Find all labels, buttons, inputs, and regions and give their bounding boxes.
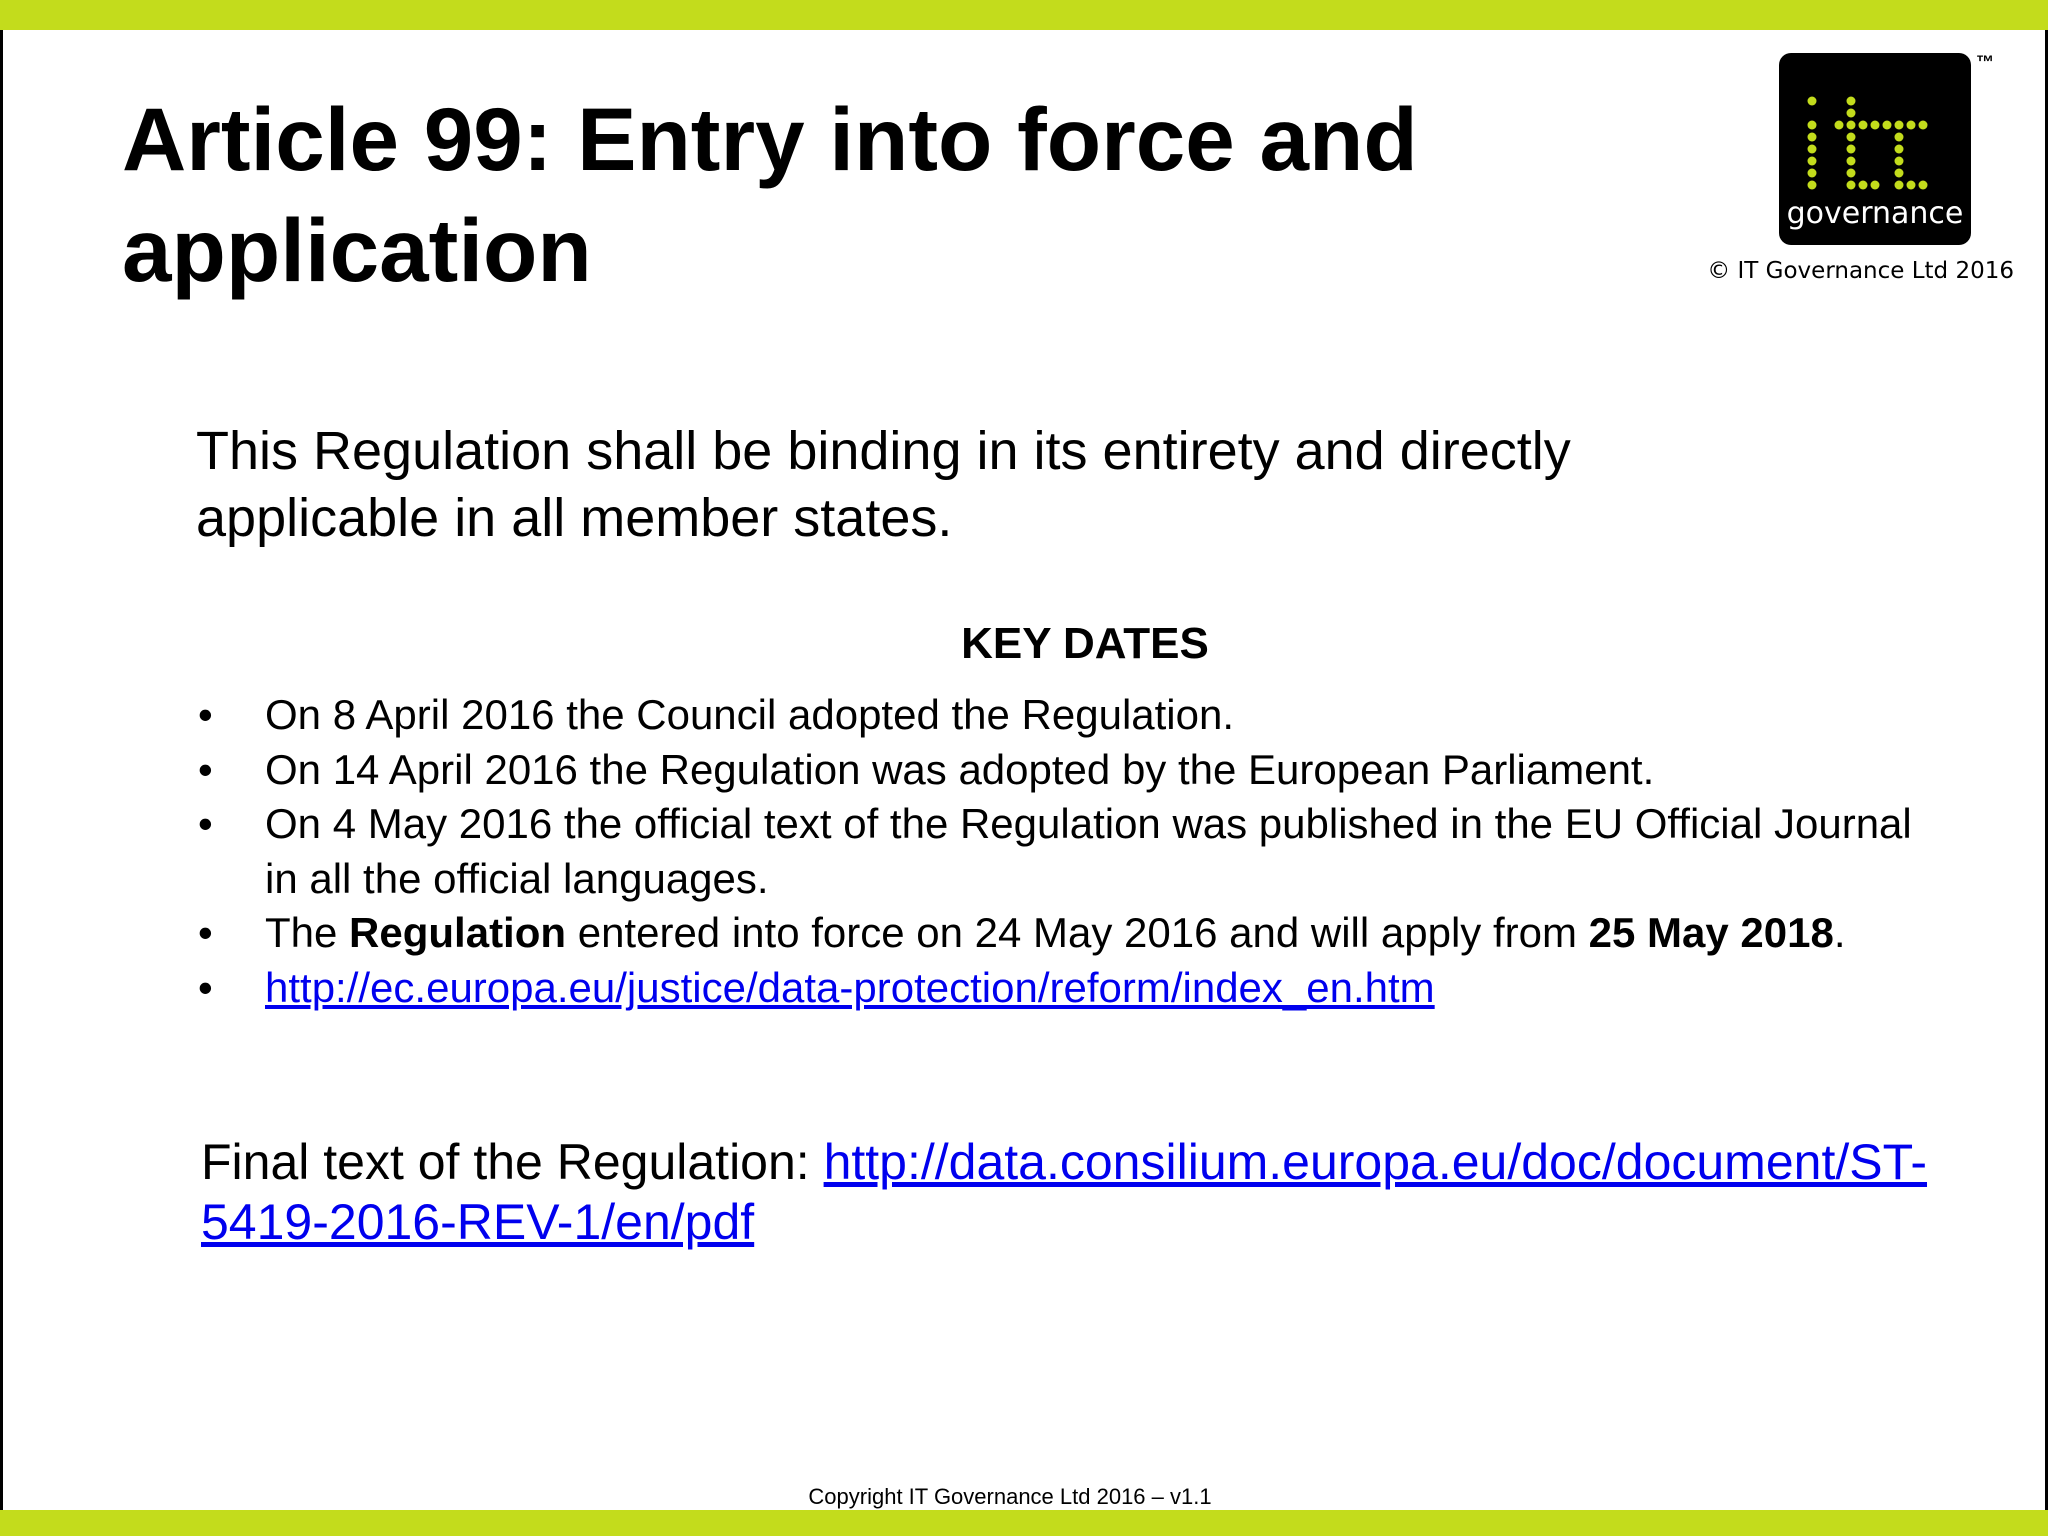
logo-dot: [1847, 145, 1856, 154]
bold-regulation: Regulation: [349, 909, 567, 956]
logo-dot: [1847, 181, 1856, 190]
logo-dot: [1808, 181, 1817, 190]
list-item-text: On 4 May 2016 the official text of the Regulation was published in the EU Official Journal in all the official languages.: [265, 800, 1912, 902]
logo-wordmark: governance: [1786, 196, 1964, 231]
top-accent-bar: [0, 0, 2048, 30]
trademark-symbol: ™: [1976, 52, 1994, 72]
list-item: [198, 797, 1918, 906]
logo-dot: [1847, 157, 1856, 166]
bullet-marker: •: [198, 800, 213, 847]
logo-dot: [1835, 121, 1844, 130]
logo-copyright: © IT Governance Ltd 2016: [1707, 258, 2014, 284]
it-governance-logo: [1779, 53, 1971, 245]
logo-dot: [1895, 145, 1904, 154]
logo-dot: [1871, 181, 1880, 190]
logo-dot: [1907, 181, 1916, 190]
key-dates-list: [198, 688, 1918, 1015]
final-text-link[interactable]: http://data.consilium.europa.eu/doc/document/ST-5419-2016-REV-1/en/pdf: [201, 1134, 1928, 1250]
slide-title: Article 99: Entry into force and application: [122, 89, 1418, 300]
final-text-paragraph: [201, 1132, 1991, 1252]
list-item: [198, 906, 1918, 961]
bullet-marker: •: [198, 745, 213, 793]
bullet-marker: •: [198, 691, 213, 738]
final-text-label: Final text of the Regulation:: [201, 1134, 824, 1190]
list-item-text: On 14 April 2016 the Regulation was adopted by the European Parliament.: [265, 745, 1655, 793]
logo-dot: [1808, 133, 1817, 142]
logo-dot: [1808, 145, 1817, 154]
bold-apply-date: 25 May 2018: [1588, 909, 1834, 956]
logo-dot: [1919, 181, 1928, 190]
logo-dot: [1859, 181, 1868, 190]
bottom-accent-bar: [0, 1510, 2048, 1536]
logo-dot: [1883, 121, 1892, 130]
logo-dot: [1808, 157, 1817, 166]
logo-dot-letters-icon: [1779, 53, 1971, 203]
list-item: [198, 961, 1918, 1016]
list-item: [198, 743, 1918, 798]
logo-dot: [1895, 133, 1904, 142]
text-fragment: entered into force on 24 May 2016 and will apply from: [566, 909, 1589, 956]
bullet-marker: •: [198, 909, 213, 956]
footer-copyright: Copyright IT Governance Ltd 2016 – v1.1: [808, 1484, 1212, 1509]
logo-dot: [1895, 181, 1904, 190]
logo-dot: [1895, 121, 1904, 130]
logo-dot: [1907, 121, 1916, 130]
list-item-text: [265, 909, 1846, 956]
logo-dot: [1847, 169, 1856, 178]
logo-dot: [1847, 109, 1856, 118]
logo-dot: [1808, 121, 1817, 130]
logo-dot: [1919, 121, 1928, 130]
logo-dot: [1847, 133, 1856, 142]
logo-dot: [1895, 169, 1904, 178]
reform-link[interactable]: http://ec.europa.eu/justice/data-protection/reform/index_en.htm: [265, 963, 1435, 1011]
bullet-marker: •: [198, 963, 213, 1011]
logo-dot: [1847, 97, 1856, 106]
list-item: [198, 688, 1918, 743]
logo-dot: [1895, 157, 1904, 166]
logo-dot: [1808, 169, 1817, 178]
text-fragment: .: [1833, 909, 1846, 956]
logo-dot: [1859, 121, 1868, 130]
intro-paragraph: This Regulation shall be binding in its entirety and directly applicable in all member states.: [196, 421, 1571, 548]
logo-dot: [1847, 121, 1856, 130]
list-item-text: On 8 April 2016 the Council adopted the Regulation.: [265, 691, 1235, 738]
key-dates-heading: KEY DATES: [961, 619, 1209, 668]
logo-dot: [1871, 121, 1880, 130]
logo-dot: [1808, 97, 1817, 106]
text-fragment: The: [265, 909, 350, 956]
